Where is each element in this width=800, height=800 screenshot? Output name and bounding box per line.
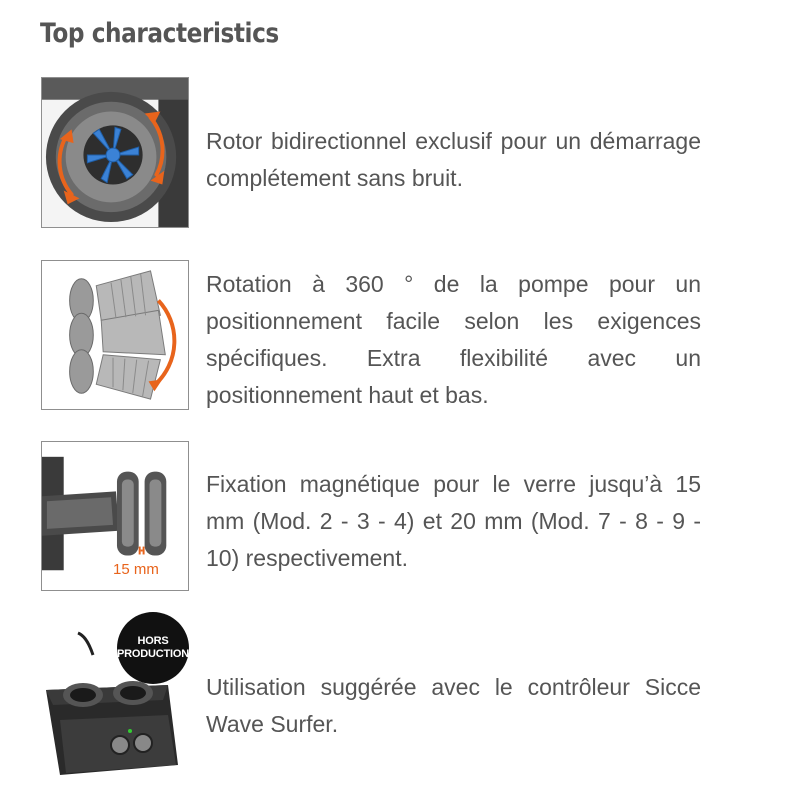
bidirectional-rotor-image xyxy=(41,77,189,228)
feature-text-rotation: Rotation à 360 ° de la pompe pour un positionnement facile selon les exigences spécifiques. Extra flexibilité avec un positionnement haut et bas. xyxy=(206,271,701,408)
section-title: Top characteristics xyxy=(40,18,279,49)
rotation-360-image xyxy=(41,260,189,410)
feature-text-controller: Utilisation suggérée avec le contrôleur Sicce Wave Surfer. xyxy=(206,674,701,737)
discontinued-badge xyxy=(117,612,189,684)
feature-text-magnet: Fixation magnétique pour le verre jusqu’à 15 mm (Mod. 2 - 3 - 4) et 20 mm (Mod. 7 - 8 - 9 - 10) respectivement. xyxy=(206,471,701,571)
badge-line-1: HORS xyxy=(137,635,169,647)
rotor-icon xyxy=(42,78,188,227)
dimension-label: 15 mm xyxy=(113,561,159,578)
rotation-icon xyxy=(42,261,188,409)
feature-text-rotor: Rotor bidirectionnel exclusif pour un démarrage complétement sans bruit. xyxy=(206,128,701,191)
badge-line-2: PRODUCTION xyxy=(117,648,189,660)
